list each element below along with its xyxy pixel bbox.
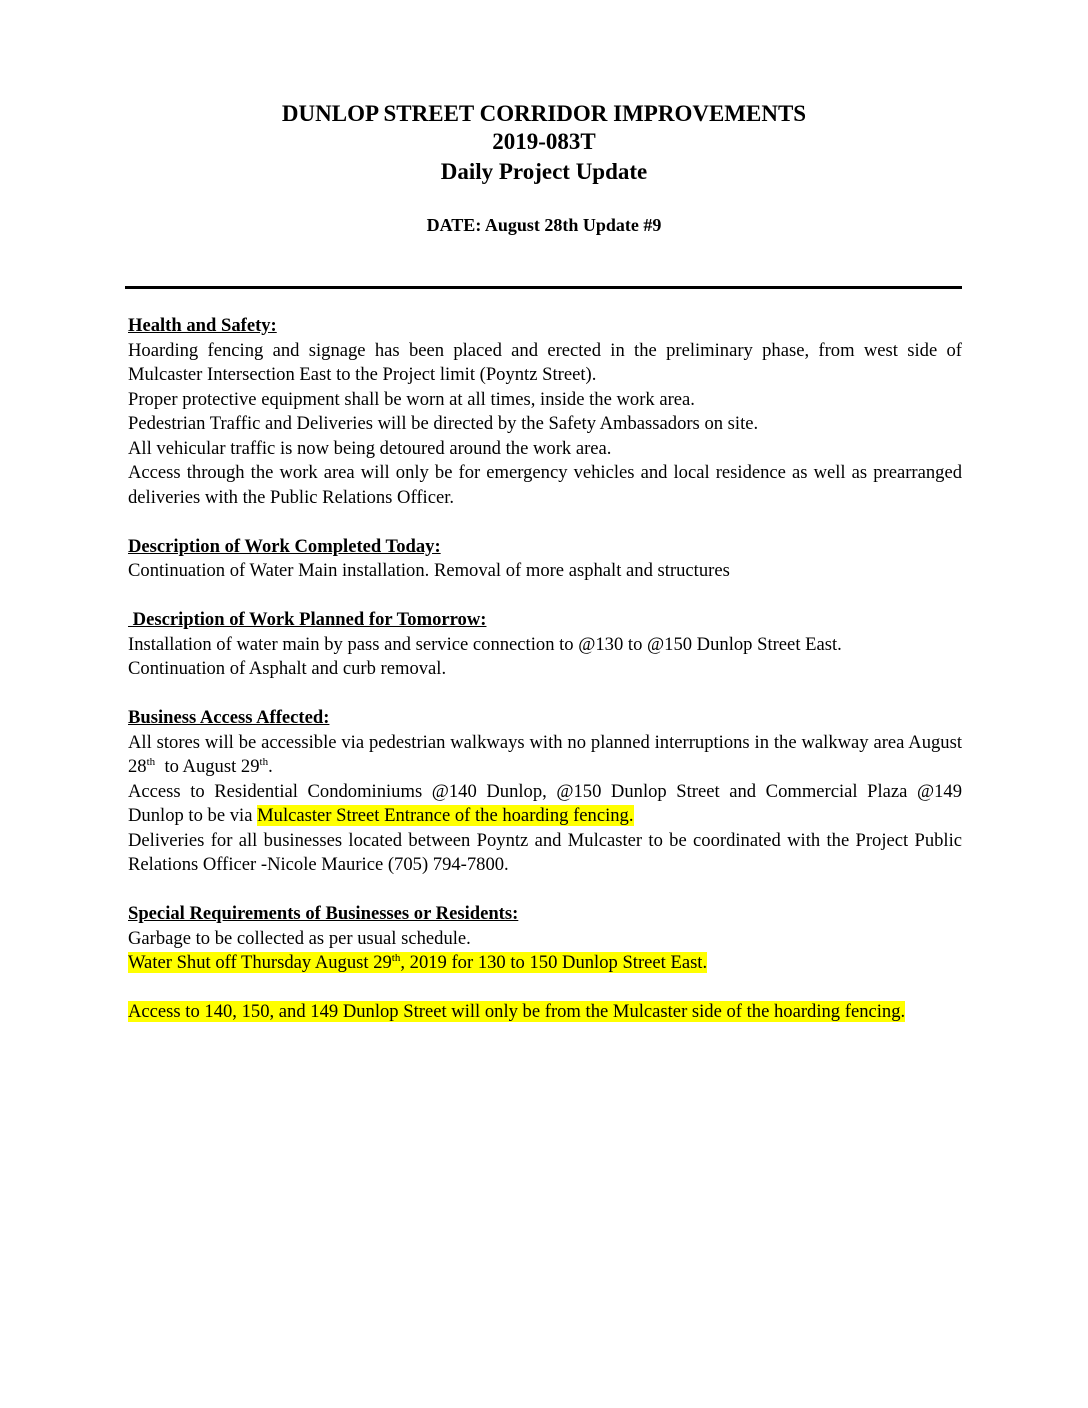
paragraph-work-completed: Continuation of Water Main installation. Removal of more asphalt and structures (128, 560, 730, 581)
paragraph-work-planned-1: Installation of water main by pass and service connection to @130 to @150 Dunlop Street East. (128, 633, 842, 655)
stores-text-c: . (268, 756, 273, 777)
water-shutoff-highlight (128, 952, 707, 973)
paragraph-stores (128, 731, 967, 780)
paragraph-water-shutoff (128, 951, 962, 976)
document-title: DUNLOP STREET CORRIDOR IMPROVEMENTS (281, 101, 807, 126)
paragraph-access: Access through the work area will only be for emergency vehicles and local residence as well as prearranged deliveries with the Public Relations Officer. (128, 462, 962, 508)
paragraph-ppe: Proper protective equipment shall be worn at all times, inside the work area. (128, 388, 695, 410)
paragraph-vehicular: All vehicular traffic is now being detoured around the work area. (128, 437, 612, 459)
access-note-highlight: Access to 140, 150, and 149 Dunlop Street will only be from the Mulcaster side of the hoarding fencing. (128, 1001, 906, 1022)
date-line: DATE: August 28th Update #9 (426, 215, 662, 235)
section-heading-health-safety: Health and Safety: (128, 315, 277, 336)
stores-sup-2: th (259, 755, 269, 768)
section-heading-business-access: Business Access Affected: (128, 707, 330, 728)
paragraph-work-planned-2: Continuation of Asphalt and curb removal. (128, 658, 447, 679)
paragraph-pedestrian: Pedestrian Traffic and Deliveries will be directed by the Safety Ambassadors on site. (128, 413, 759, 434)
paragraph-condos (128, 780, 962, 829)
paragraph-deliveries: Deliveries for all businesses located between Poyntz and Mulcaster to be coordinated with the Project Public Relations Officer -Nicole Maurice (705) 794-7800. (128, 829, 962, 875)
section-heading-special-requirements: Special Requirements of Businesses or Residents: (128, 903, 519, 924)
horizontal-rule (125, 286, 962, 289)
document-body (128, 314, 967, 1025)
stores-sup-1: th (146, 755, 156, 768)
section-heading-work-completed: Description of Work Completed Today: (128, 535, 441, 557)
paragraph-access-note (128, 1000, 962, 1025)
work-planned-heading-text: Description of Work Planned for Tomorrow: (128, 609, 487, 630)
section-heading-work-planned (128, 608, 962, 633)
stores-text-a: All stores will be accessible via pedestrian walkways with no planned interruptions in the walkway area August 28 (128, 731, 967, 777)
condos-highlight: Mulcaster Street Entrance of the hoarding fencing. (257, 805, 634, 826)
paragraph-hoarding: Hoarding fencing and signage has been placed and erected in the preliminary phase, from west side of Mulcaster Intersection East to the Project limit (Poyntz Street). (128, 339, 962, 385)
water-text-a: Water Shut off Thursday August 29 (128, 952, 392, 973)
condos-text: Access to Residential Condominiums @140 Dunlop, @150 Dunlop Street and Commercial Plaza @149 Dunlop to be via (128, 780, 962, 826)
water-sup: th (391, 951, 401, 964)
paragraph-garbage: Garbage to be collected as per usual schedule. (128, 927, 471, 949)
document-subtitle: Daily Project Update (440, 159, 648, 184)
stores-text-b: to August 29 (155, 756, 260, 777)
project-number: 2019-083T (492, 129, 596, 154)
water-text-b: , 2019 for 130 to 150 Dunlop Street East. (400, 952, 708, 973)
